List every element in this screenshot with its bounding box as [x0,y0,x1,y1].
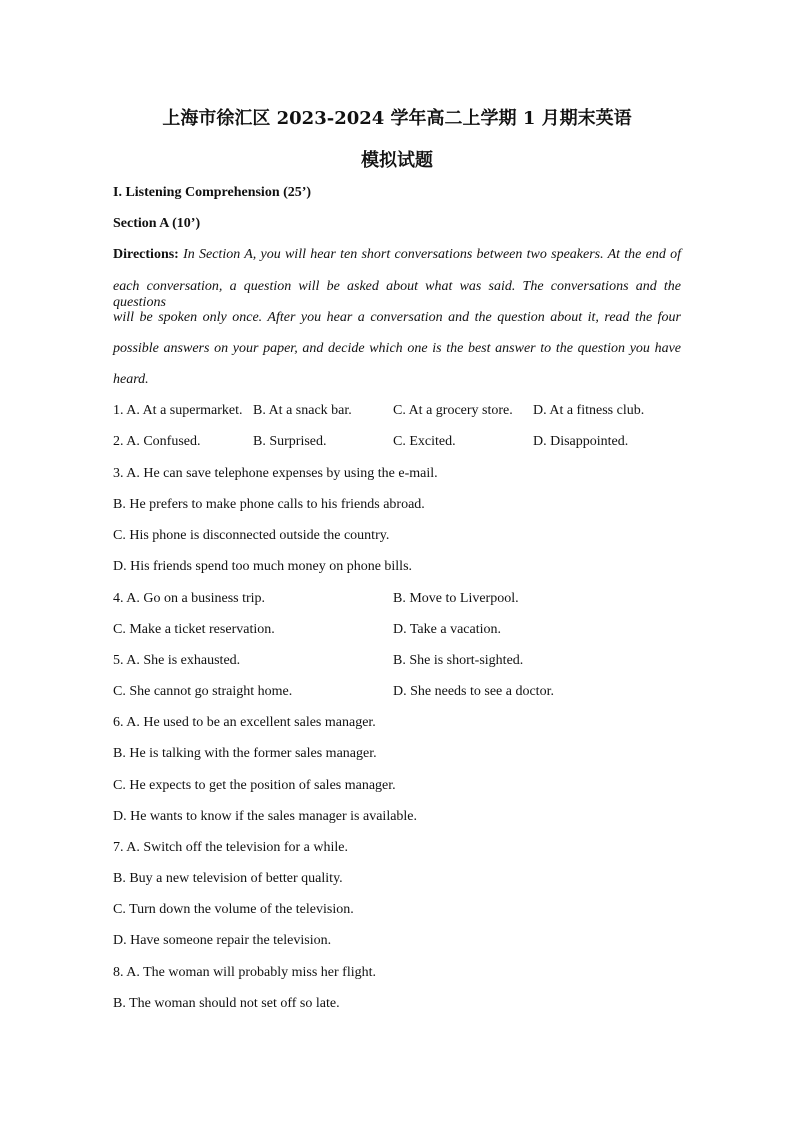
question-5-row-1 [113,653,523,669]
q7-option-d: D. Have someone repair the television. [113,933,332,948]
q3-option-d: D. His friends spend too much money on phone bills. [113,559,413,574]
q8-option-a: 8. A. The woman will probably miss her flight. [113,965,376,980]
q7-option-c: C. Turn down the volume of the television. [113,902,354,917]
question-1 [113,403,644,419]
question-2 [113,434,628,450]
question-4-row-1 [113,591,519,607]
q4-option-d: D. Take a vacation. [393,622,501,637]
q8-option-b: B. The woman should not set off so late. [113,996,340,1011]
directions-line-1 [113,247,681,263]
exam-title-line2: 模拟试题 [361,150,433,171]
q2-option-d: D. Disappointed. [533,434,629,449]
q4-option-a: 4. A. Go on a business trip. [113,591,266,606]
q2-option-a: 2. A. Confused. [113,434,201,449]
q6-option-b: B. He is talking with the former sales manager. [113,746,377,761]
directions-line-4: possible answers on your paper, and decide which one is the best answer to the question you have [113,341,681,356]
exam-title-line1: 上海市徐汇区 2023-2024 学年高二上学期 1 月期末英语 [162,108,632,129]
directions-line-2: each conversation, a question will be asked about what was said. The conversations and the questions [113,279,681,310]
q5-option-b: B. She is short-sighted. [393,653,524,668]
q7-option-b: B. Buy a new television of better quality. [113,871,343,886]
directions-line-3: will be spoken only once. After you hear a conversation and the question about it, read the four [113,310,681,325]
q4-option-b: B. Move to Liverpool. [393,591,519,606]
directions-text: In Section A, you will hear ten short conversations between two speakers. At the end of [178,247,681,262]
q7-option-a: 7. A. Switch off the television for a while. [113,840,348,855]
q3-option-a: 3. A. He can save telephone expenses by using the e-mail. [113,466,438,481]
q2-option-c: C. Excited. [393,434,456,449]
q5-option-c: C. She cannot go straight home. [113,684,293,699]
q6-option-c: C. He expects to get the position of sales manager. [113,778,396,793]
q5-option-a: 5. A. She is exhausted. [113,653,241,668]
q3-option-c: C. His phone is disconnected outside the country. [113,528,390,543]
q1-option-a: 1. A. At a supermarket. [113,403,243,418]
q1-option-d: D. At a fitness club. [533,403,645,418]
q5-option-d: D. She needs to see a doctor. [393,684,554,699]
q6-option-d: D. He wants to know if the sales manager is available. [113,809,418,824]
directions-label: Directions: [113,247,179,262]
question-4-row-2 [113,622,501,638]
section-heading: Section A (10’) [113,216,201,231]
directions-line-5: heard. [113,372,149,387]
q2-option-b: B. Surprised. [253,434,327,449]
q1-option-b: B. At a snack bar. [253,403,352,418]
q3-option-b: B. He prefers to make phone calls to his friends abroad. [113,497,425,512]
question-5-row-2 [113,684,554,700]
q4-option-c: C. Make a ticket reservation. [113,622,275,637]
q6-option-a: 6. A. He used to be an excellent sales manager. [113,715,376,730]
q1-option-c: C. At a grocery store. [393,403,513,418]
part-heading: I. Listening Comprehension (25’) [113,185,312,200]
